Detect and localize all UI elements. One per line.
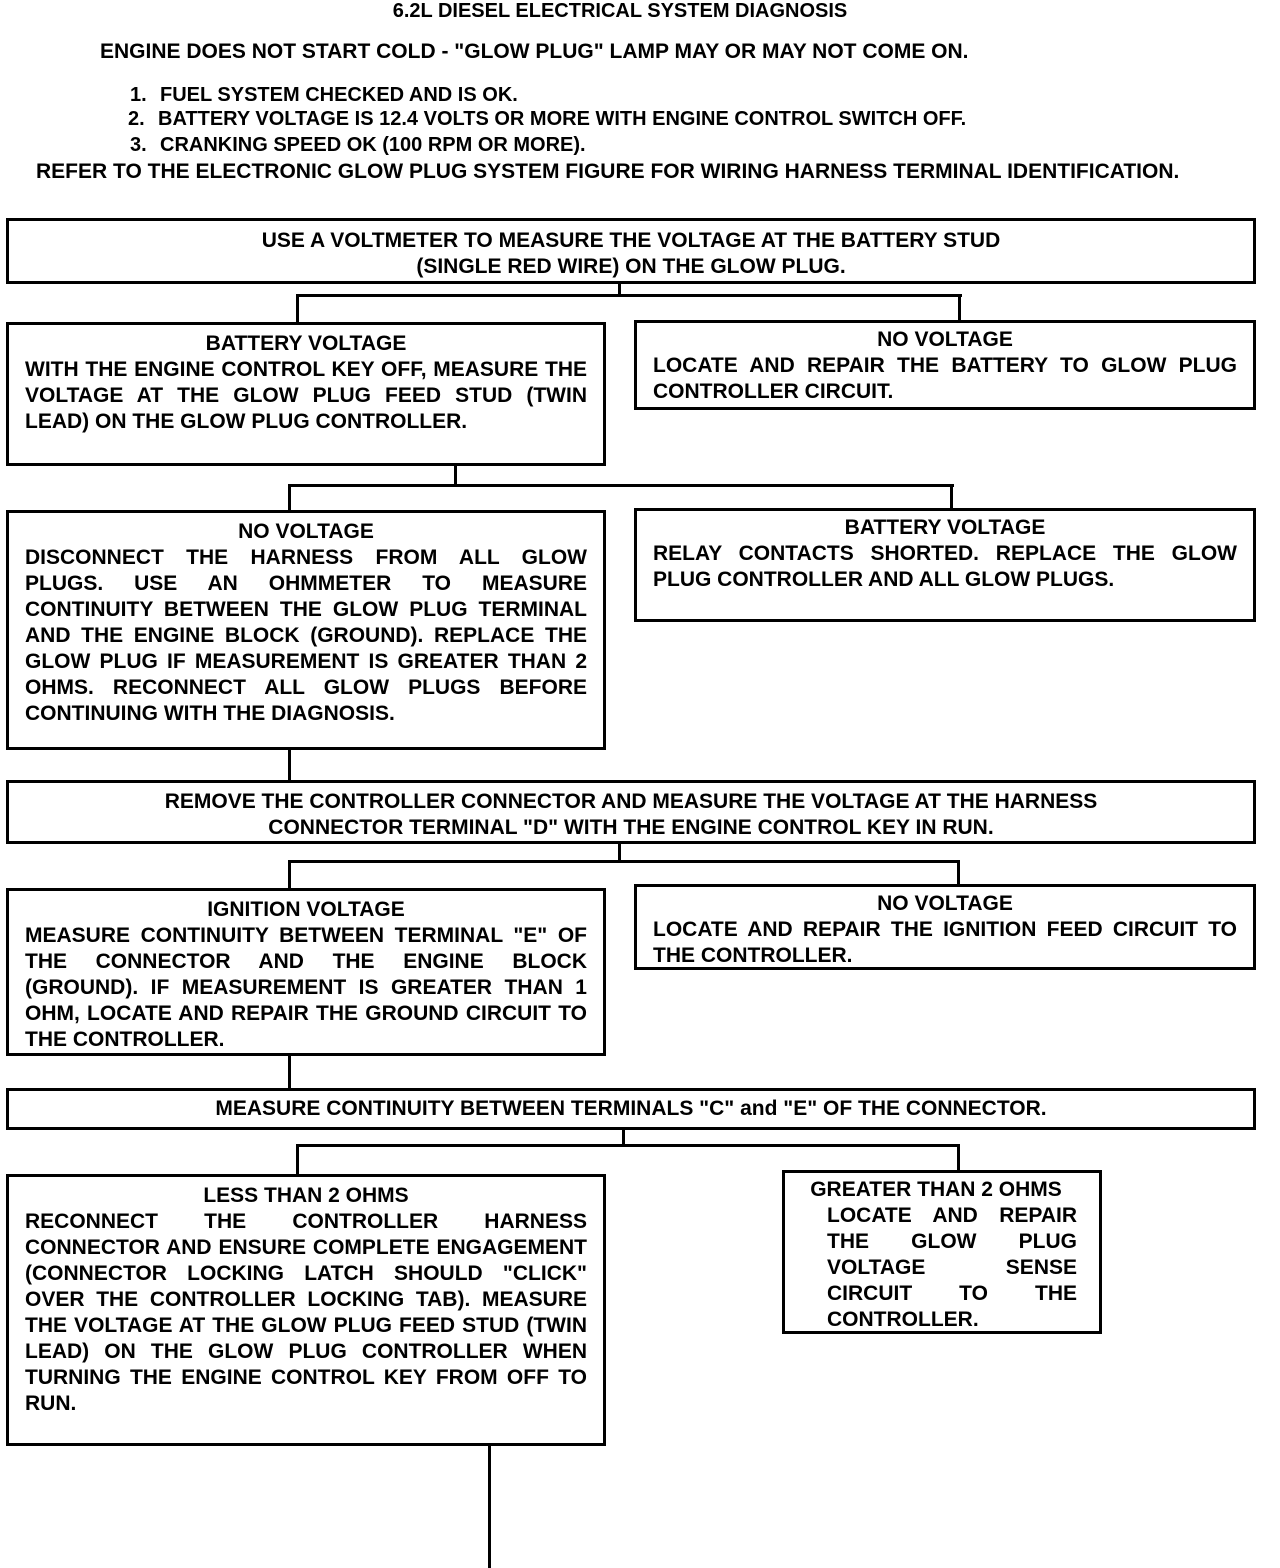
connector-line [296,1144,960,1147]
connector-line [288,860,960,863]
result-body: DISCONNECT THE HARNESS FROM ALL GLOW PLUGS. USE AN OHMMETER TO MEASURE CONTINUITY BETWEEN THE GLOW PLUG TERMINAL AND THE ENGINE BLOCK (GROUND). REPLACE THE GLOW PLUG IF MEASUREMENT IS GREATER THAN 2 OHMS. RECONNECT ALL GLOW PLUGS BEFORE CONTINUING WITH THE DIAGNOSIS. [25,546,587,725]
result-header: NO VOLTAGE [238,520,374,543]
result-header: LESS THAN 2 OHMS [203,1184,409,1207]
condition-2 [128,108,966,131]
condition-1 [130,84,518,107]
step-1-box [6,218,1256,284]
result-header: BATTERY VOLTAGE [205,332,407,355]
connector-line [288,750,291,782]
result-body: RELAY CONTACTS SHORTED. REPLACE THE GLOW PLUG CONTROLLER AND ALL GLOW PLUGS. [653,542,1237,591]
connector-line [288,484,291,512]
result-body: RECONNECT THE CONTROLLER HARNESS CONNECTOR AND ENSURE COMPLETE ENGAGEMENT (CONNECTOR LOCKING LATCH SHOULD "CLICK" OVER THE CONTROLLER LOCKING TAB). MEASURE THE VOLTAGE AT THE GLOW PLUG FEED STUD (TWIN LEAD) ON THE GLOW PLUG CONTROLLER WHEN TURNING THE ENGINE CONTROL KEY FROM OFF TO RUN. [25,1210,587,1415]
result-body: MEASURE CONTINUITY BETWEEN TERMINAL "E" OF THE CONNECTOR AND THE ENGINE BLOCK (GROUND). IF MEASUREMENT IS GREATER THAN 1 OHM, LOCATE AND REPAIR THE GROUND CIRCUIT TO THE CONTROLLER. [25,924,587,1051]
condition-4 [6,158,1272,186]
connector-line [488,1446,491,1568]
step-4-text: MEASURE CONTINUITY BETWEEN TERMINALS "C" and "E" OF THE CONNECTOR. [215,1097,1047,1120]
connector-line [950,484,953,508]
step-1-text-line-2: (SINGLE RED WIRE) ON THE GLOW PLUG. [416,255,846,278]
connector-line [296,294,299,324]
connector-line [296,294,962,297]
condition-text: FUEL SYSTEM CHECKED AND IS OK. [160,84,518,106]
step-3-box [6,780,1256,844]
connector-line [957,860,960,886]
connector-line [296,1144,299,1176]
step-3-text-line-2: CONNECTOR TERMINAL "D" WITH THE ENGINE CONTROL KEY IN RUN. [268,816,994,839]
result-header: IGNITION VOLTAGE [207,898,405,921]
condition-number: 2. [128,108,145,130]
step-4-greater-than-2-ohms-box [782,1170,1102,1334]
result-body: WITH THE ENGINE CONTROL KEY OFF, MEASURE THE VOLTAGE AT THE GLOW PLUG FEED STUD (TWIN LEAD) ON THE GLOW PLUG CONTROLLER. [25,358,587,433]
connector-line [288,860,291,890]
condition-number: 3. [130,134,147,156]
step-3-ignition-voltage-box [6,888,606,1056]
condition-text: REFER TO THE ELECTRONIC GLOW PLUG SYSTEM FIGURE FOR WIRING HARNESS TERMINAL IDENTIFICATION. [36,160,1180,183]
step-1-battery-voltage-box [6,322,606,466]
page-subtitle: ENGINE DOES NOT START COLD - "GLOW PLUG" LAMP MAY OR MAY NOT COME ON. [100,40,969,63]
step-4-less-than-2-ohms-box [6,1174,606,1446]
result-header: NO VOLTAGE [877,328,1013,351]
connector-line [454,466,457,486]
step-1-text-line-1: USE A VOLTMETER TO MEASURE THE VOLTAGE AT THE BATTERY STUD [261,229,1001,252]
page-title: 6.2L DIESEL ELECTRICAL SYSTEM DIAGNOSIS [392,0,848,22]
result-body: LOCATE AND REPAIR THE BATTERY TO GLOW PLUG CONTROLLER CIRCUIT. [653,354,1237,403]
step-1-no-voltage-box [634,320,1256,410]
step-2-no-voltage-box [6,510,606,750]
condition-3 [130,134,586,157]
connector-line [958,294,961,322]
result-header: GREATER THAN 2 OHMS [810,1178,1062,1201]
condition-text: BATTERY VOLTAGE IS 12.4 VOLTS OR MORE WITH ENGINE CONTROL SWITCH OFF. [158,108,967,130]
connector-line [957,1144,960,1172]
step-3-no-voltage-box [634,884,1256,970]
condition-number [6,158,36,186]
result-body: LOCATE AND REPAIR THE GLOW PLUG VOLTAGE SENSE CIRCUIT TO THE CONTROLLER. [827,1204,1077,1331]
step-2-battery-voltage-box [634,508,1256,622]
condition-text: CRANKING SPEED OK (100 RPM OR MORE). [160,134,586,156]
step-3-text-line-1: REMOVE THE CONTROLLER CONNECTOR AND MEASURE THE VOLTAGE AT THE HARNESS [164,790,1098,813]
connector-line [288,1056,291,1092]
result-header: NO VOLTAGE [877,892,1013,915]
condition-number: 1. [130,84,147,106]
step-4-box [6,1088,1256,1130]
result-body: LOCATE AND REPAIR THE IGNITION FEED CIRCUIT TO THE CONTROLLER. [653,918,1237,967]
result-header: BATTERY VOLTAGE [844,516,1046,539]
connector-line [288,484,954,487]
